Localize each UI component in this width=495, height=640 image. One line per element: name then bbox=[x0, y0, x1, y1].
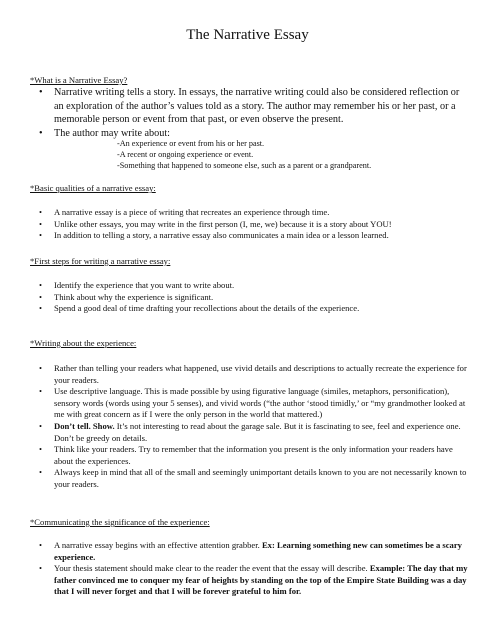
sub-item: -An experience or event from his or her past. bbox=[117, 139, 265, 148]
section-heading-what-is: *What is a Narrative Essay? bbox=[30, 75, 128, 85]
section-1-list bbox=[30, 86, 470, 140]
section-heading-basic-qualities: *Basic qualities of a narrative essay: bbox=[30, 183, 156, 193]
list-item: • Always keep in mind that all of the small and seemingly unimportant details known to you are not necessarily known to your readers. bbox=[30, 467, 470, 490]
bold-example: Example: The day that my father convinced me to conquer my fear of heights by standing on the top of the Empire State Building was a day that I will never forget and that I will be forever grateful to him for. bbox=[54, 563, 468, 597]
section-heading-significance: *Communicating the significance of the experience: bbox=[30, 517, 210, 527]
list-item: • Identify the experience that you want to write about. bbox=[30, 280, 470, 292]
list-item: • Unlike other essays, you may write in the first person (I, me, we) because it is a story about YOU! bbox=[30, 219, 470, 231]
list-item: • Think about why the experience is significant. bbox=[30, 292, 470, 304]
list-item: • Rather than telling your readers what happened, use vivid details and descriptions to actually recreate the experience for your readers. bbox=[30, 363, 470, 386]
list-item: • Spend a good deal of time drafting your recollections about the details of the experience. bbox=[30, 303, 470, 315]
list-item: • The author may write about: bbox=[30, 127, 470, 141]
section-2-list bbox=[30, 207, 470, 242]
list-item-text: Your thesis statement should make clear to the reader the event that the essay will describe. bbox=[54, 563, 370, 574]
bold-example: Ex: Learning something new can sometimes be a scary experience. bbox=[54, 540, 462, 562]
list-item bbox=[30, 421, 470, 444]
section-heading-first-steps: *First steps for writing a narrative essay: bbox=[30, 256, 171, 266]
list-item: • Use descriptive language. This is made possible by using figurative language (similes, metaphors, personification), sensory words (words using your 5 senses), and vivid words (“the author ‘stood timidly,’ or “my grandmother looked at me with great concern as if I were the only person in the world that mattered.) bbox=[30, 386, 470, 421]
list-item: • Think like your readers. Try to remember that the information you present is the only information your readers have about the experiences. bbox=[30, 444, 470, 467]
list-item bbox=[30, 563, 470, 598]
list-item-text: It’s not interesting to read about the garage sale. But it is fascinating to see, feel and experience one. Don’t be greedy on details. bbox=[54, 420, 461, 443]
sub-item: -A recent or ongoing experience or event. bbox=[117, 150, 254, 159]
list-item bbox=[30, 540, 470, 563]
list-item-text: A narrative essay begins with an effective attention grabber. bbox=[54, 540, 262, 550]
section-5-list bbox=[30, 540, 470, 598]
page-title: The Narrative Essay bbox=[186, 27, 309, 43]
sub-item: -Something that happened to someone else, such as a parent or a grandparent. bbox=[117, 161, 372, 170]
list-item: • Narrative writing tells a story. In essays, the narrative writing could also be considered reflection or an exploration of the author’s values told as a story. The author may remember his or her past, or a memorable person or event from that past, or even observe the present. bbox=[30, 86, 470, 127]
bold-emphasis: Don’t tell. Show. bbox=[54, 420, 115, 431]
list-item: • In addition to telling a story, a narrative essay also communicates a main idea or a lesson learned. bbox=[30, 230, 470, 242]
list-item: • A narrative essay is a piece of writing that recreates an experience through time. bbox=[30, 207, 470, 219]
section-heading-writing-experience: *Writing about the experience: bbox=[30, 338, 137, 348]
section-4-list bbox=[30, 363, 470, 491]
section-3-list bbox=[30, 280, 470, 315]
